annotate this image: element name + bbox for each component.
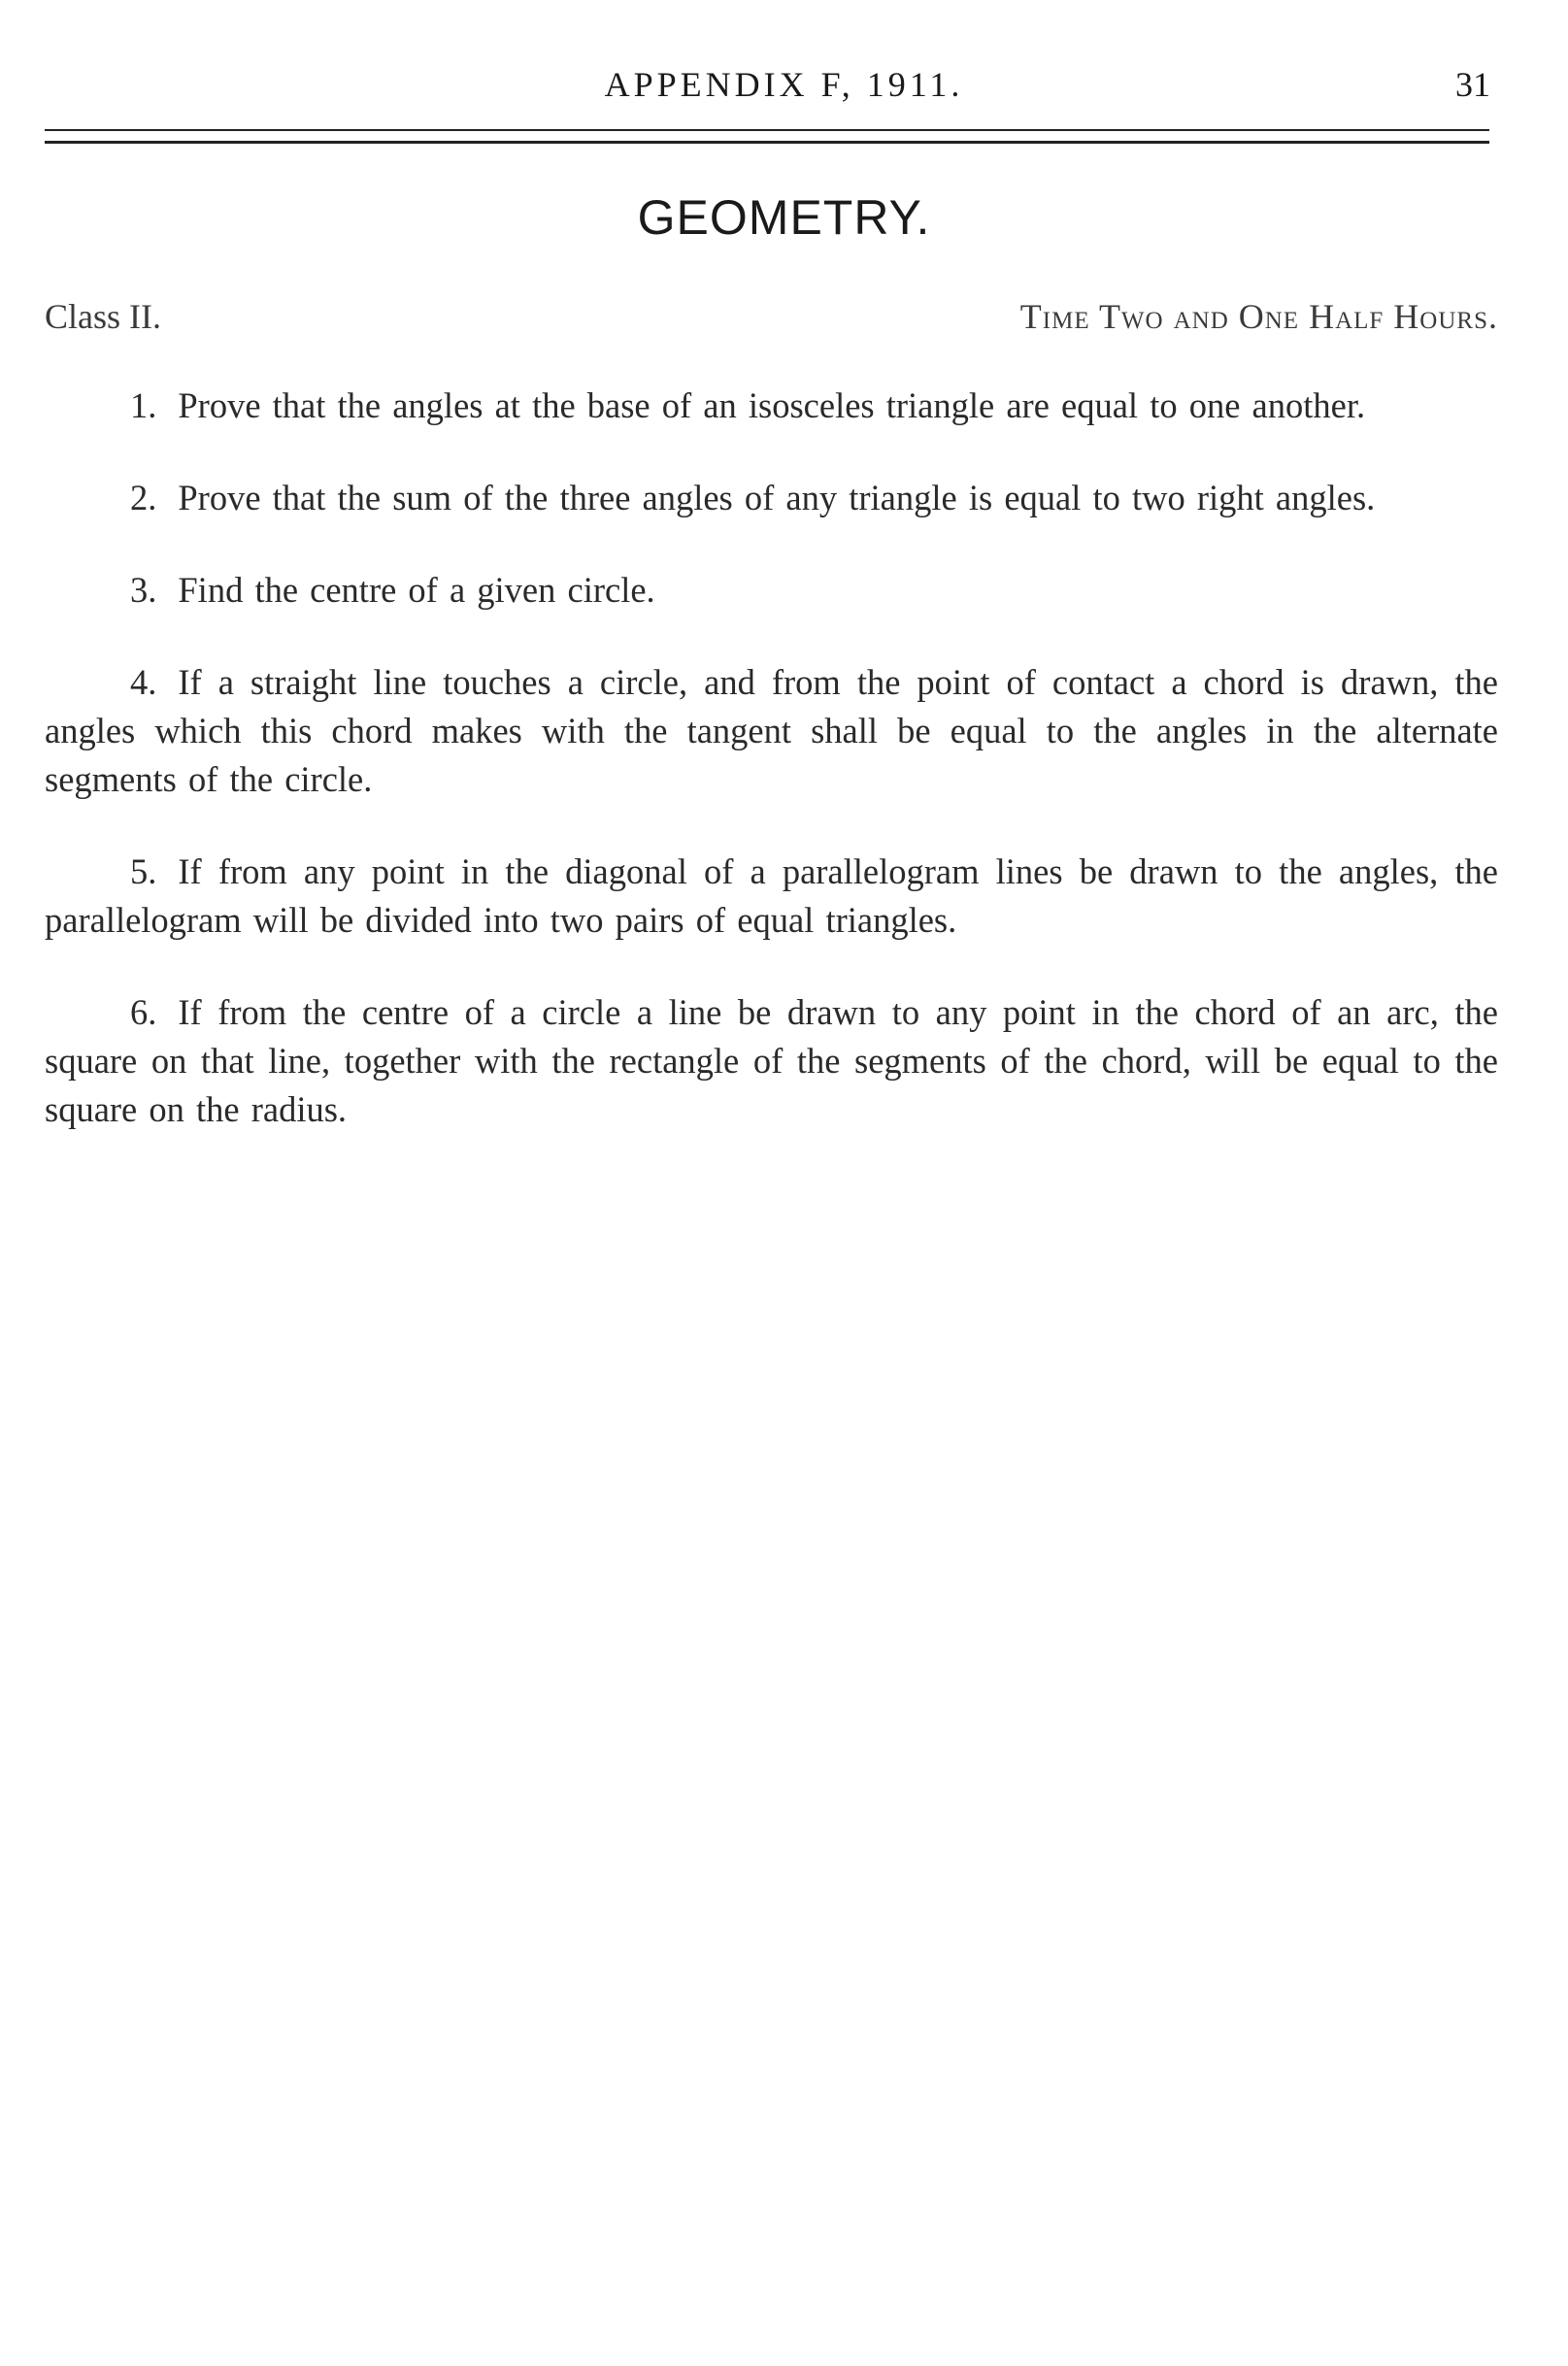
page-number: 31 [1455,65,1490,104]
question-item [45,988,1498,1134]
question-number: 6. [130,992,157,1032]
question-item [45,848,1498,945]
question-item [45,382,1498,430]
question-number: 1. [130,385,157,425]
question-number: 4. [130,662,157,702]
time-label: Time Two and One Half Hours. [1019,297,1498,336]
question-number: 5. [130,851,157,891]
question-text: If from any point in the diagonal of a parallelogram lines be drawn to the angles, the parallelogram will be divided into two pairs of equal triangles. [45,851,1498,940]
exam-meta-row [45,296,1498,345]
question-text: If a straight line touches a circle, and from the point of contact a chord is drawn, the angles which this chord makes with the tangent shall be equal to the angles in the alternate segments of the circle. [45,662,1498,799]
section-heading: GEOMETRY. [637,190,931,245]
question-text: If from the centre of a circle a line be drawn to any point in the chord of an arc, the square on that line, together with the rectangle of the segments of the chord, will be equal to the square on the radius. [45,992,1498,1129]
question-text: Prove that the sum of the three angles of any triangle is equal to two right angles. [178,478,1376,517]
question-list [45,382,1498,1178]
question-text: Prove that the angles at the base of an isosceles triangle are equal to one another. [178,385,1366,425]
question-number: 2. [130,478,157,517]
question-number: 3. [130,570,157,610]
header-rule-thick [45,141,1489,144]
question-text: Find the centre of a given circle. [178,570,655,610]
question-item [45,658,1498,804]
question-item [45,474,1498,522]
header-rule-thin [45,129,1489,131]
question-item [45,566,1498,615]
running-title: APPENDIX F, 1911. [604,65,964,104]
running-header [0,60,1568,109]
class-label: Class II. [45,297,161,336]
